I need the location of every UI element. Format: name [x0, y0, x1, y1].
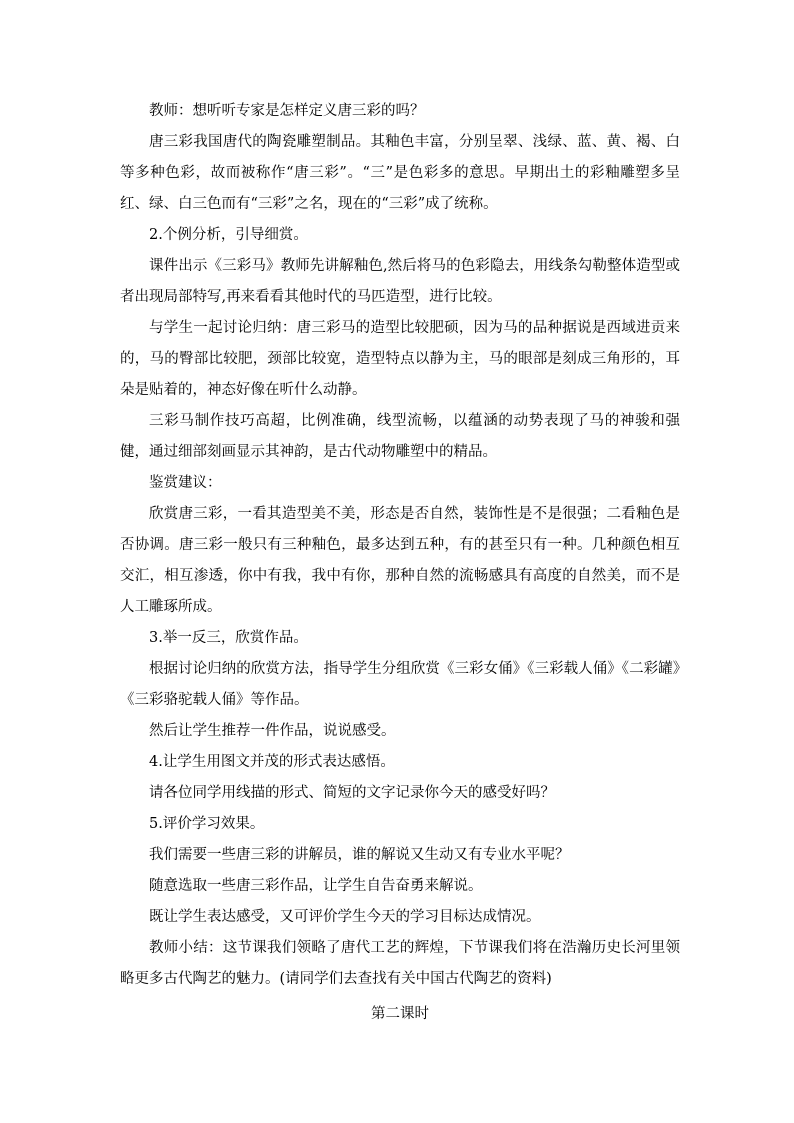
paragraph-step-4: 4.让学生用图文并茂的形式表达感悟。: [149, 754, 395, 770]
paragraph-discussion: 与学生一起讨论归纳：唐三彩马的造型比较肥硕，因为马的品种据说是西域进贡来的，马的臀部比较肥，颈部比较宽，造型特点以静为主，马的眼部是刻成三角形的，耳朵是贴着的，神态好像在听什么动静。: [120, 320, 680, 398]
paragraph-summary: 教师小结：这节课我们领略了唐代工艺的辉煌，下节课我们将在浩瀚历史长河里领略更多古代陶艺的魅力。(请同学们去查找有关中国古代陶艺的资料): [120, 940, 680, 987]
paragraph-courseware: 课件出示《三彩马》教师先讲解釉色,然后将马的色彩隐去，用线条勾勒整体造型或者出现局部特写,再来看看其他时代的马匹造型，进行比较。: [120, 258, 680, 305]
paragraph-recommend: 然后让学生推荐一件作品，说说感受。: [149, 723, 396, 739]
paragraph-evaluation: 既让学生表达感受，又可评价学生今天的学习目标达成情况。: [149, 909, 541, 925]
paragraph-line-drawing: 请各位同学用线描的形式、简短的文字记录你今天的感受好吗？: [149, 785, 555, 801]
section-heading: 第二课时: [371, 1006, 429, 1022]
document-page: [120, 96, 680, 1030]
paragraph-technique: 三彩马制作技巧高超，比例准确，线型流畅，以蕴涵的动势表现了马的神骏和强健，通过细部刻画显示其神韵，是古代动物雕塑中的精品。: [120, 413, 680, 460]
paragraph-volunteer: 随意选取一些唐三彩作品，让学生自告奋勇来解说。: [149, 878, 483, 894]
paragraph-step-5: 5.评价学习效果。: [149, 816, 265, 832]
paragraph-appreciation-advice: 欣赏唐三彩，一看其造型美不美，形态是否自然，装饰性是不是很强；二看釉色是否协调。唐三彩一般只有三种釉色，最多达到五种，有的甚至只有一种。几种颜色相互交汇，相互渗透，你中有我，我中有你，那种自然的流畅感具有高度的自然美，而不是人工雕琢所成。: [120, 506, 680, 615]
paragraph-step-2: 2.个例分析，引导细赏。: [149, 227, 308, 243]
paragraph-appreciation-title: 鉴赏建议：: [149, 475, 222, 491]
paragraph-tangsancai-definition: 唐三彩我国唐代的陶瓷雕塑制品。其釉色丰富，分别呈翠、浅绿、蓝、黄、褐、白等多种色彩，故而被称作“唐三彩”。“三”是色彩多的意思。早期出土的彩釉雕塑多呈红、绿、白三色而有“三彩”之名，现在的“三彩”成了统称。: [120, 134, 680, 212]
paragraph-step-3: 3.举一反三，欣赏作品。: [149, 630, 308, 646]
paragraph-narrator: 我们需要一些唐三彩的讲解员，谁的解说又生动又有专业水平呢？: [149, 847, 570, 863]
paragraph-group-appreciation: 根据讨论归纳的欣赏方法，指导学生分组欣赏《三彩女俑》《三彩载人俑》《二彩罐》《三彩骆驼载人俑》等作品。: [120, 661, 680, 708]
paragraph-teacher-question: 教师：想听听专家是怎样定义唐三彩的吗？: [149, 103, 425, 119]
